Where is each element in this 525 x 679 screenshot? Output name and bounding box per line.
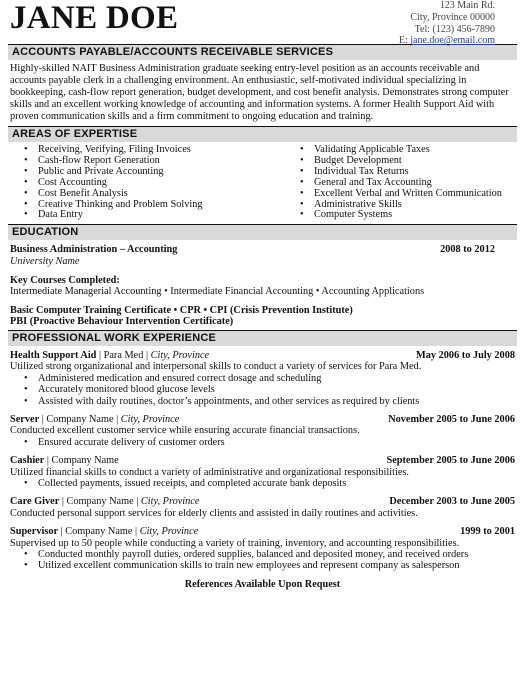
list-item: • Budget Development	[300, 156, 502, 167]
contact-block	[399, 0, 495, 47]
list-item: • Administrative Skills	[300, 200, 502, 211]
courses-list: Intermediate Managerial Accounting • Intermediate Financial Accounting • Accounting Applications	[10, 286, 425, 298]
job-entry-server	[10, 414, 515, 448]
degree-title: Business Administration – Accounting	[10, 244, 178, 256]
job-location: City, Province	[139, 526, 199, 538]
experience-heading: PROFESSIONAL WORK EXPERIENCE	[8, 330, 517, 346]
list-item: • Utilized excellent communication skills to train new employees and represent company as salesperson	[24, 560, 515, 571]
job-title-line: Server | Company Name | City, Province	[10, 413, 180, 425]
list-item: • Excellent Verbal and Written Communication	[300, 189, 502, 200]
job-location: City, Province	[150, 349, 210, 361]
job-dates: December 2003 to June 2005	[389, 496, 515, 508]
objective-heading: ACCOUNTS PAYABLE/ACCOUNTS RECEIVABLE SERVICES	[8, 44, 517, 60]
job-summary: Conducted excellent customer service while ensuring accurate financial transactions.	[10, 425, 360, 437]
references-note: References Available Upon Request	[184, 578, 341, 590]
job-entry-care-giver	[10, 496, 515, 519]
job-duties	[10, 373, 515, 407]
list-item: • Cost Benefit Analysis	[24, 189, 300, 200]
list-item: • General and Tax Accounting	[300, 178, 502, 189]
job-summary: Utilized financial skills to conduct a variety of administrative and organizational responsibilities.	[10, 466, 409, 478]
job-header	[10, 455, 515, 466]
job-duties	[10, 437, 515, 448]
list-item: • Computer Systems	[300, 210, 502, 221]
list-item: • Assisted with daily routines, doctor’s appointments, and other services as required by clients	[24, 396, 515, 407]
job-role: Supervisor	[10, 526, 59, 538]
job-dates: November 2005 to June 2006	[388, 413, 515, 425]
expertise-list-right	[300, 145, 502, 221]
job-title-line: Care Giver | Company Name | City, Province	[10, 496, 200, 508]
list-item: • Receiving, Verifying, Filing Invoices	[24, 145, 300, 156]
list-item: • Validating Applicable Taxes	[300, 145, 502, 156]
list-item: • Cash-flow Report Generation	[24, 156, 300, 167]
job-title-line: Health Support Aid | Para Med | City, Province	[10, 349, 210, 361]
list-item: • Data Entry	[24, 210, 300, 221]
objective-summary: Highly-skilled NAIT Business Administration graduate seeking entry-level position as an accounts receivable and accounts payable clerk in a challenging environment. An enthusiastic, self-motivated individual specializing in bookkeeping, cash-flow report generation, budget development, and cost benefit analysis. Demonstrates strong computer skills and an excellent working knowledge of accounting and information systems. A former Health Support Aid with proven communication skills and a firm commitment to ongoing education and training.	[10, 63, 509, 122]
job-duties	[10, 478, 515, 489]
job-role: Cashier	[10, 455, 45, 467]
job-company: Company Name	[51, 455, 119, 467]
list-item: • Cost Accounting	[24, 178, 300, 189]
education-heading: EDUCATION	[8, 224, 517, 240]
degree-years: 2008 to 2012	[440, 244, 495, 256]
list-item: • Collected payments, issued receipts, and completed accurate bank deposits	[24, 478, 515, 489]
school-name: University Name	[10, 255, 80, 267]
education-section	[8, 240, 517, 330]
job-dates: 1999 to 2001	[460, 526, 515, 538]
job-role: Health Support Aid	[10, 349, 97, 361]
contact-email-line	[399, 35, 495, 47]
email-link[interactable]: jane.doe@email.com	[410, 35, 495, 47]
job-company: Company Name	[66, 496, 134, 508]
job-company: Company Name	[46, 413, 114, 425]
contact-phone: Tel: (123) 456-7890	[414, 23, 495, 35]
job-title-line: Cashier | Company Name	[10, 455, 119, 467]
list-item: • Creative Thinking and Problem Solving	[24, 200, 300, 211]
certifications-line-2: PBI (Proactive Behaviour Intervention Certificate)	[10, 316, 234, 328]
contact-address: 123 Main Rd.	[439, 0, 495, 11]
expertise-heading: AREAS OF EXPERTISE	[8, 126, 517, 142]
list-item: • Conducted monthly payroll duties, ordered supplies, balanced and deposited money, and received orders	[24, 549, 515, 560]
job-role: Care Giver	[10, 496, 60, 508]
job-entry-health-support-aid	[10, 350, 515, 407]
job-location: City, Province	[120, 413, 180, 425]
email-label: E:	[398, 35, 408, 47]
candidate-name: JANE DOE	[10, 0, 179, 36]
list-item: • Individual Tax Returns	[300, 167, 502, 178]
job-company: Company Name	[65, 526, 133, 538]
job-title-line: Supervisor | Company Name | City, Province	[10, 526, 199, 538]
job-entry-cashier	[10, 455, 515, 489]
job-duties	[10, 549, 515, 572]
list-item: • Public and Private Accounting	[24, 167, 300, 178]
job-role: Server	[10, 413, 40, 425]
job-header	[10, 526, 515, 537]
degree-row	[10, 244, 515, 256]
job-summary: Utilized strong organizational and interpersonal skills to conduct a variety of services for Para Med.	[10, 361, 422, 373]
list-item: • Administered medication and ensured correct dosage and scheduling	[24, 373, 515, 384]
job-header	[10, 496, 515, 507]
expertise-lists	[8, 142, 517, 224]
job-company: Para Med	[103, 349, 144, 361]
job-dates: May 2006 to July 2008	[416, 349, 515, 361]
job-entry-supervisor	[10, 526, 515, 572]
job-dates: September 2005 to June 2006	[386, 455, 515, 467]
list-item: • Ensured accurate delivery of customer orders	[24, 437, 515, 448]
job-location: City, Province	[140, 496, 200, 508]
job-summary: Supervised up to 50 people while conducting a variety of training, inventory, and accounting responsibilities.	[10, 537, 460, 549]
list-item: • Accurately monitored blood glucose levels	[24, 384, 515, 395]
job-header	[10, 414, 515, 425]
job-header	[10, 350, 515, 361]
job-summary: Conducted personal support services for elderly clients and assisted in daily routines and activities.	[10, 507, 418, 519]
experience-section	[8, 346, 517, 590]
contact-city: City, Province 00000	[410, 11, 495, 23]
expertise-list-left	[10, 145, 300, 221]
courses-label: Key Courses Completed:	[10, 274, 120, 286]
resume-header	[8, 0, 517, 47]
certifications-line-1: Basic Computer Training Certificate • CPR • CPI (Crisis Prevention Institute)	[10, 304, 353, 316]
